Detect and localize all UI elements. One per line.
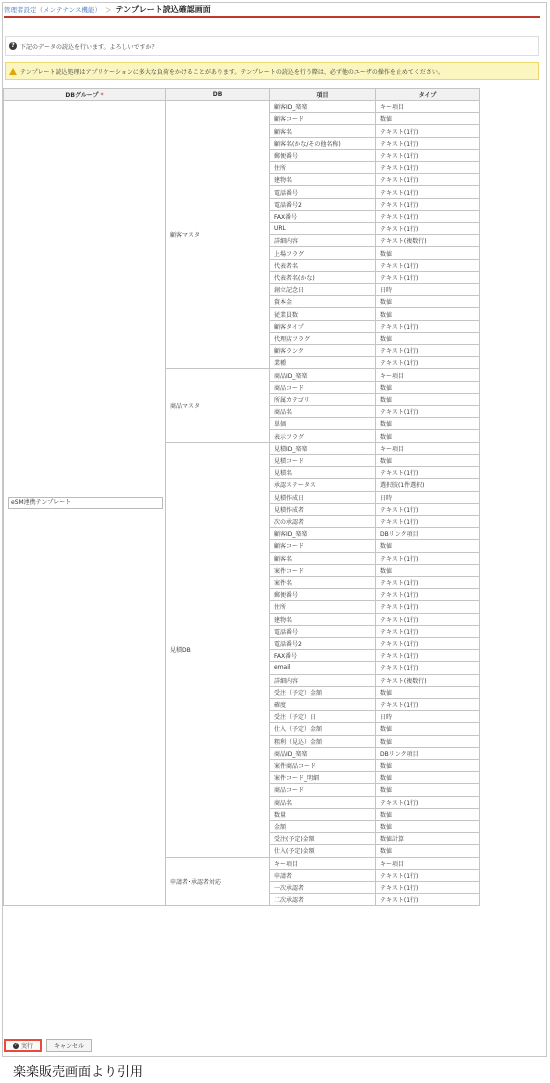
item-type-cell: テキスト(1行) — [376, 467, 480, 479]
question-icon: ? — [9, 42, 17, 50]
item-type-cell: 日時 — [376, 491, 480, 503]
item-type-cell: 数値 — [376, 735, 480, 747]
item-type-cell: テキスト(1行) — [376, 796, 480, 808]
page-title: テンプレート読込確認画面 — [115, 5, 211, 14]
item-type-cell: 数値 — [376, 686, 480, 698]
item-name-cell: 従業員数 — [270, 308, 376, 320]
item-name-cell: 粗利（見込）金額 — [270, 735, 376, 747]
column-header-db-group: DBグループ * — [4, 89, 166, 101]
item-type-cell: キー項目 — [376, 442, 480, 454]
item-name-cell: 仕入（予定）金額 — [270, 723, 376, 735]
item-type-cell: 数値計算 — [376, 833, 480, 845]
confirm-message-box — [5, 36, 539, 56]
item-type-cell: テキスト(1行) — [376, 271, 480, 283]
item-type-cell: 数値 — [376, 784, 480, 796]
item-type-cell: 日時 — [376, 711, 480, 723]
item-type-cell: 数値 — [376, 808, 480, 820]
item-type-cell: 数値 — [376, 381, 480, 393]
item-type-cell: 数値 — [376, 308, 480, 320]
breadcrumb-parent-link[interactable]: 管理者設定（メンテナンス機能） — [4, 6, 101, 14]
item-name-cell: 電話番号2 — [270, 198, 376, 210]
item-name-cell: 案件コード — [270, 564, 376, 576]
item-name-cell: 商品コード — [270, 784, 376, 796]
item-type-cell: テキスト(1行) — [376, 357, 480, 369]
item-name-cell: 見積コード — [270, 454, 376, 466]
item-type-cell: テキスト(1行) — [376, 345, 480, 357]
item-name-cell: 受注（予定）日 — [270, 711, 376, 723]
breadcrumb-separator: ＞ — [104, 6, 112, 14]
item-type-cell: テキスト(1行) — [376, 601, 480, 613]
item-name-cell: 顧客ID_楽楽 — [270, 101, 376, 113]
item-type-cell: テキスト(1行) — [376, 637, 480, 649]
item-type-cell: テキスト(1行) — [376, 625, 480, 637]
item-type-cell: 数値 — [376, 772, 480, 784]
item-name-cell: キー項目 — [270, 857, 376, 869]
item-name-cell: 顧客コード — [270, 113, 376, 125]
item-type-cell: 数値 — [376, 454, 480, 466]
item-type-cell: テキスト(1行) — [376, 125, 480, 137]
item-type-cell: 選択肢(1件選択) — [376, 479, 480, 491]
item-type-cell: キー項目 — [376, 101, 480, 113]
item-name-cell: 次の承認者 — [270, 515, 376, 527]
item-name-cell: 電話番号 — [270, 186, 376, 198]
item-name-cell: 金額 — [270, 820, 376, 832]
item-name-cell: 郵便番号 — [270, 149, 376, 161]
db-name-cell: 申請者･承認者対応 — [166, 857, 270, 906]
item-type-cell: 数値 — [376, 820, 480, 832]
item-type-cell: テキスト(1行) — [376, 174, 480, 186]
item-type-cell: テキスト(1行) — [376, 259, 480, 271]
check-icon: ✓ — [14, 1042, 18, 1048]
item-type-cell: テキスト(1行) — [376, 503, 480, 515]
item-name-cell: 受注（予定）金額 — [270, 686, 376, 698]
item-type-cell: テキスト(複数行) — [376, 674, 480, 686]
item-name-cell: 建物名 — [270, 174, 376, 186]
item-name-cell: 代理店フラグ — [270, 332, 376, 344]
item-type-cell: テキスト(1行) — [376, 210, 480, 222]
warning-message-box — [5, 62, 539, 80]
item-type-cell: キー項目 — [376, 369, 480, 381]
item-name-cell: 代表者名 — [270, 259, 376, 271]
item-type-cell: テキスト(1行) — [376, 589, 480, 601]
db-name-cell: 見積DB — [166, 442, 270, 857]
item-name-cell: 案件名 — [270, 576, 376, 588]
table-header-row — [4, 89, 480, 101]
item-name-cell: 顧客ランク — [270, 345, 376, 357]
required-mark: * — [100, 92, 104, 99]
item-type-cell: テキスト(1行) — [376, 186, 480, 198]
item-name-cell: FAX番号 — [270, 650, 376, 662]
execute-button[interactable] — [4, 1039, 42, 1052]
item-name-cell: 電話番号2 — [270, 637, 376, 649]
item-name-cell: 商品ID_楽楽 — [270, 369, 376, 381]
item-name-cell: 仕入(予定)金額 — [270, 845, 376, 857]
cancel-button[interactable]: キャンセル — [46, 1039, 92, 1052]
item-type-cell: 数値 — [376, 393, 480, 405]
item-type-cell: テキスト(1行) — [376, 662, 480, 674]
item-type-cell: テキスト(1行) — [376, 149, 480, 161]
item-type-cell: テキスト(1行) — [376, 894, 480, 906]
column-header-type: タイプ — [376, 89, 480, 101]
item-name-cell: 詳細内容 — [270, 674, 376, 686]
item-name-cell: 表示フラグ — [270, 430, 376, 442]
item-name-cell: 所属カテゴリ — [270, 393, 376, 405]
action-buttons — [4, 1039, 92, 1052]
item-type-cell: 数値 — [376, 759, 480, 771]
item-type-cell: テキスト(1行) — [376, 650, 480, 662]
item-type-cell: テキスト(1行) — [376, 137, 480, 149]
item-name-cell: 受注(予定)金額 — [270, 833, 376, 845]
item-name-cell: 商品名 — [270, 796, 376, 808]
item-name-cell: 上場フラグ — [270, 247, 376, 259]
item-name-cell: URL — [270, 223, 376, 235]
item-type-cell: テキスト(1行) — [376, 613, 480, 625]
item-type-cell: 数値 — [376, 540, 480, 552]
item-name-cell: 顧客名(かな/その他名称) — [270, 137, 376, 149]
item-type-cell: DBリンク項目 — [376, 747, 480, 759]
item-type-cell: 数値 — [376, 564, 480, 576]
execute-button-label: 実行 — [21, 1043, 34, 1050]
item-type-cell: 数値 — [376, 296, 480, 308]
item-name-cell: 郵便番号 — [270, 589, 376, 601]
item-name-cell: 案件コード_明細 — [270, 772, 376, 784]
item-type-cell: テキスト(1行) — [376, 162, 480, 174]
item-name-cell: 住所 — [270, 601, 376, 613]
item-name-cell: 建物名 — [270, 613, 376, 625]
item-name-cell: 見積ID_楽楽 — [270, 442, 376, 454]
item-type-cell: テキスト(1行) — [376, 320, 480, 332]
item-name-cell: 商品コード — [270, 381, 376, 393]
item-name-cell: 代表者名(かな) — [270, 271, 376, 283]
db-group-cell — [4, 101, 166, 906]
item-type-cell: テキスト(1行) — [376, 869, 480, 881]
item-name-cell: 顧客名 — [270, 552, 376, 564]
template-items-table — [3, 88, 480, 906]
item-name-cell: 二次承認者 — [270, 894, 376, 906]
db-name-cell: 商品マスタ — [166, 369, 270, 442]
item-type-cell: テキスト(1行) — [376, 515, 480, 527]
item-name-cell: 顧客名 — [270, 125, 376, 137]
item-type-cell: キー項目 — [376, 857, 480, 869]
item-name-cell: FAX番号 — [270, 210, 376, 222]
confirm-message: 下記のデータの読込を行います。よろしいですか？ — [20, 43, 158, 51]
item-type-cell: 数値 — [376, 418, 480, 430]
item-type-cell: テキスト(1行) — [376, 698, 480, 710]
item-type-cell: テキスト(1行) — [376, 882, 480, 894]
item-type-cell: 数値 — [376, 430, 480, 442]
item-name-cell: 承認ステータス — [270, 479, 376, 491]
item-name-cell: 業種 — [270, 357, 376, 369]
item-type-cell: 数値 — [376, 332, 480, 344]
item-name-cell: 数量 — [270, 808, 376, 820]
item-name-cell: 資本金 — [270, 296, 376, 308]
item-name-cell: 案件商品コード — [270, 759, 376, 771]
item-type-cell: 数値 — [376, 723, 480, 735]
warning-message: テンプレート読込処理はアプリケーションに多大な負荷をかけることがあります。テンプレートの読込を行う際は、必ず他のユーザの操作を止めてください。 — [20, 68, 444, 76]
item-name-cell: 顧客タイプ — [270, 320, 376, 332]
db-group-name-field: eSM連携テンプレート — [8, 497, 163, 509]
item-name-cell: 見積作成日 — [270, 491, 376, 503]
item-name-cell: 創立記念日 — [270, 284, 376, 296]
item-type-cell: テキスト(1行) — [376, 552, 480, 564]
item-type-cell: 数値 — [376, 247, 480, 259]
item-name-cell: 申請者 — [270, 869, 376, 881]
item-type-cell: テキスト(1行) — [376, 223, 480, 235]
item-type-cell: テキスト(1行) — [376, 406, 480, 418]
item-type-cell: テキスト(1行) — [376, 576, 480, 588]
item-name-cell: 確度 — [270, 698, 376, 710]
item-name-cell: 単価 — [270, 418, 376, 430]
page-header — [4, 4, 540, 18]
item-name-cell: 詳細内容 — [270, 235, 376, 247]
item-name-cell: 住所 — [270, 162, 376, 174]
item-type-cell: テキスト(複数行) — [376, 235, 480, 247]
item-name-cell: 商品ID_楽楽 — [270, 747, 376, 759]
item-name-cell: 見積名 — [270, 467, 376, 479]
item-name-cell: email — [270, 662, 376, 674]
item-name-cell: 顧客ID_楽楽 — [270, 528, 376, 540]
item-name-cell: 一次承認者 — [270, 882, 376, 894]
item-type-cell: テキスト(1行) — [376, 198, 480, 210]
column-header-item: 項目 — [270, 89, 376, 101]
table-row — [4, 101, 480, 113]
item-name-cell: 見積作成者 — [270, 503, 376, 515]
source-caption: 楽楽販売画面より引用 — [13, 1065, 144, 1080]
db-name-cell: 顧客マスタ — [166, 101, 270, 369]
item-type-cell: DBリンク項目 — [376, 528, 480, 540]
column-header-db: DB — [166, 89, 270, 101]
item-type-cell: 日時 — [376, 284, 480, 296]
item-name-cell: 商品名 — [270, 406, 376, 418]
item-type-cell: 数値 — [376, 845, 480, 857]
warning-icon — [9, 68, 17, 75]
item-type-cell: 数値 — [376, 113, 480, 125]
item-name-cell: 電話番号 — [270, 625, 376, 637]
item-name-cell: 顧客コード — [270, 540, 376, 552]
